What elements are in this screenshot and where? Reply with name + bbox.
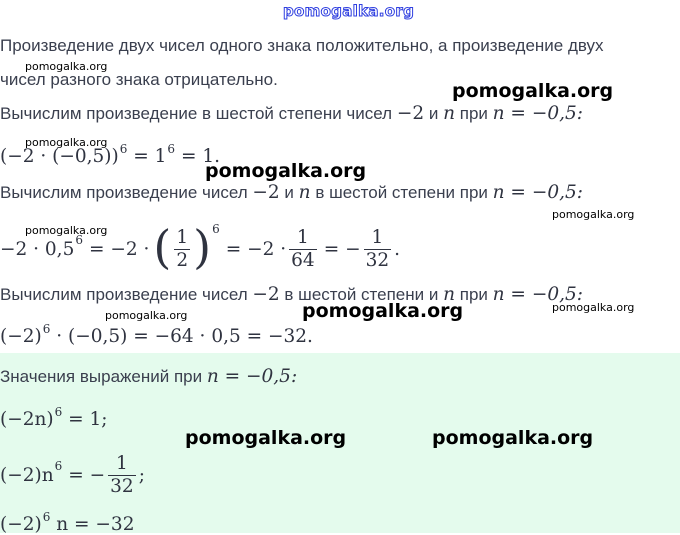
eq2-frac2-den: 64	[291, 249, 315, 271]
watermark-big-4: pomogalka.org	[185, 427, 347, 449]
value-row-3	[0, 510, 135, 535]
step1-cond: n = −0,5:	[492, 103, 583, 124]
eq3-exp: 6	[42, 322, 51, 336]
eq2-frac-1	[174, 227, 190, 271]
r2-end: ;	[138, 464, 145, 486]
eq2-frac-3	[364, 227, 392, 271]
eq2-lhs: −2 · 0,5	[0, 238, 75, 260]
step2-var: n	[298, 182, 311, 203]
watermark-small-3: pomogalka.org	[552, 208, 635, 221]
step2-text: Вычислим произведение чисел	[0, 183, 248, 202]
step3-cond: n = −0,5:	[492, 284, 583, 305]
step3-text: Вычислим произведение чисел	[0, 285, 248, 304]
r3-rest: n = −32	[56, 514, 135, 535]
r2-eq: = −	[68, 464, 106, 486]
step1-text: Вычислим произведение в шестой степени чисел	[0, 104, 393, 123]
equation-3	[0, 322, 313, 347]
watermark-small-4: pomogalka.org	[25, 224, 108, 237]
values-title-line	[0, 366, 297, 387]
watermark-big-3: pomogalka.org	[302, 300, 464, 322]
watermark-big-5: pomogalka.org	[432, 427, 594, 449]
step3-var: n	[443, 284, 456, 305]
step2-tail: в шестой степени при	[315, 183, 488, 202]
step1-var: n	[443, 103, 456, 124]
r2-base: (−2)n	[0, 464, 54, 486]
watermark-big-2: pomogalka.org	[205, 160, 367, 182]
values-title: Значения выражений при	[0, 367, 203, 386]
r1-base: (−2n)	[0, 409, 54, 430]
r1-rest: = 1;	[68, 409, 108, 430]
eq2-frac3-num: 1	[371, 227, 384, 249]
step1-and: и	[428, 104, 439, 123]
step3-at: при	[459, 285, 488, 304]
eq2-frac-2	[289, 227, 317, 271]
eq2-frac3-den: 32	[365, 249, 390, 271]
watermark-small-2: pomogalka.org	[25, 136, 108, 149]
value-row-2	[0, 446, 145, 504]
eq2-eq: = −2 ·	[88, 238, 150, 260]
watermark-small-1: pomogalka.org	[25, 60, 108, 73]
step2-cond: n = −0,5:	[492, 182, 583, 203]
eq2-frac1-den: 2	[176, 249, 189, 271]
step2-and: и	[284, 183, 294, 202]
eq2-exp2: 6	[212, 222, 220, 236]
eq2-lparen: (	[153, 220, 172, 274]
watermark-big-1: pomogalka.org	[452, 80, 614, 102]
intro-line-2: чисел разного знака отрицательно.	[0, 70, 278, 89]
r2-exp: 6	[54, 459, 63, 473]
header-watermark: pomogalka.org	[283, 2, 415, 20]
step1-line	[0, 103, 583, 124]
step1-num: −2	[396, 103, 425, 124]
value-row-1	[0, 405, 108, 430]
r2-frac-den: 32	[110, 475, 134, 497]
r2-frac	[108, 453, 136, 497]
step2-line	[0, 182, 583, 203]
intro-line-1: Произведение двух чисел одного знака положительно, а произведение двух	[0, 36, 604, 55]
eq2-rparen: )	[193, 220, 212, 274]
eq1-end: = 1.	[180, 146, 220, 167]
watermark-small-6: pomogalka.org	[105, 309, 188, 322]
eq1-exp: 6	[119, 142, 128, 156]
step3-num: −2	[252, 284, 280, 305]
eq2-frac2-num: 1	[297, 227, 309, 249]
r3-exp: 6	[42, 510, 51, 524]
step1-at: при	[459, 104, 488, 123]
eq1-rest: = 1	[133, 146, 167, 167]
eq2-exp: 6	[75, 233, 83, 247]
eq3-base: (−2)	[0, 326, 42, 347]
eq2-frac1-num: 1	[176, 227, 189, 249]
eq1-exp2: 6	[167, 142, 176, 156]
watermark-small-5: pomogalka.org	[552, 301, 635, 314]
r1-exp: 6	[54, 405, 63, 419]
r3-base: (−2)	[0, 514, 42, 535]
eq2-end: .	[394, 238, 401, 260]
eq1-base: (−2 · (−0,5))	[0, 146, 119, 167]
eq2-eq2: = −2 ·	[225, 238, 287, 260]
r2-frac-num: 1	[116, 453, 128, 475]
eq2-eq3: = −	[323, 238, 361, 260]
step3-mid: в шестой степени и	[284, 285, 439, 304]
step3-line	[0, 284, 583, 305]
values-cond: n = −0,5:	[206, 366, 298, 387]
step2-num: −2	[252, 182, 280, 203]
eq3-rest: · (−0,5) = −64 · 0,5 = −32.	[56, 326, 313, 347]
